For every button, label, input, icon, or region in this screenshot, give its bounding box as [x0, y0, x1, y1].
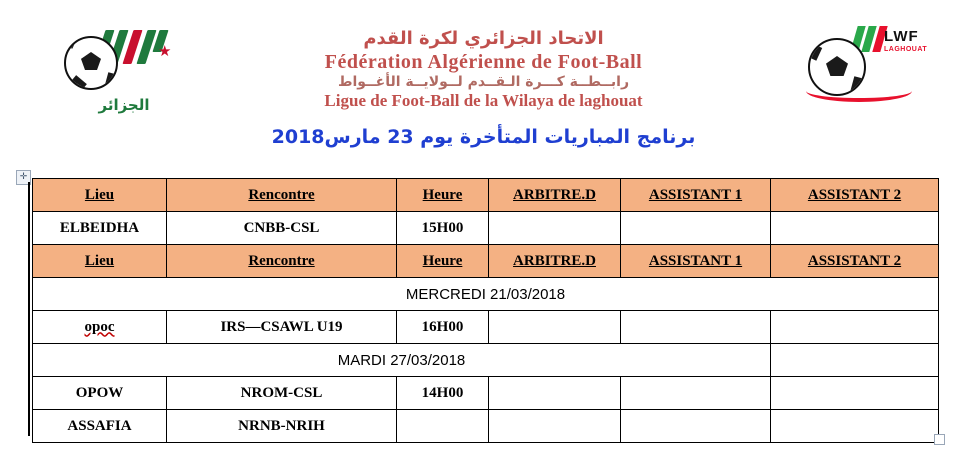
- col-header-heure-label: Heure: [422, 186, 463, 203]
- lwf-logo-text: LWF: [884, 28, 919, 45]
- federation-name-arabic: الاتحاد الجزائري لكرة القدم: [363, 28, 604, 49]
- table-row: [33, 311, 939, 344]
- col-header-assistant1-label: ASSISTANT 1: [648, 252, 743, 269]
- cell-heure[interactable]: [397, 410, 489, 443]
- schedule-table: [32, 178, 939, 443]
- cell-lieu: OPOW: [33, 377, 167, 410]
- col-header-heure: [397, 245, 489, 278]
- cell-rencontre: NRNB-NRIH: [167, 410, 397, 443]
- col-header-lieu-label: Lieu: [84, 186, 115, 203]
- col-header-assistant2: [771, 245, 939, 278]
- cell-lieu: opoc: [33, 311, 167, 344]
- col-header-arbitre-label: ARBITRE.D: [513, 186, 596, 203]
- col-header-arbitre-label: ARBITRE.D: [513, 252, 596, 269]
- col-header-assistant2: [771, 179, 939, 212]
- table-resize-handle[interactable]: [934, 434, 945, 445]
- cell-lieu: ASSAFIA: [33, 410, 167, 443]
- cell-heure: 15H00: [397, 212, 489, 245]
- day-row-spacer: [771, 344, 939, 377]
- col-header-assistant1: [621, 179, 771, 212]
- cell-assistant1[interactable]: [621, 212, 771, 245]
- day-separator-row: [33, 344, 939, 377]
- lwf-logo-subtext: LAGHOUAT: [884, 46, 928, 53]
- col-header-rencontre: [167, 179, 397, 212]
- table-left-border: [28, 182, 30, 436]
- table-row: [33, 377, 939, 410]
- cell-assistant1[interactable]: [621, 377, 771, 410]
- lwf-swoosh-icon: [806, 80, 912, 102]
- cell-assistant1[interactable]: [621, 311, 771, 344]
- cell-rencontre: NROM-CSL: [167, 377, 397, 410]
- cell-rencontre: IRS—CSAWL U19: [167, 311, 397, 344]
- col-header-lieu: [33, 179, 167, 212]
- page-title: برنامج المباريات المتأخرة يوم 23 مارس2018: [271, 126, 696, 148]
- col-header-arbitre: [489, 245, 621, 278]
- col-header-heure: [397, 179, 489, 212]
- col-header-lieu-label: Lieu: [84, 252, 115, 269]
- star-icon: ★: [158, 44, 172, 60]
- federation-name-french: Fédération Algérienne de Foot-Ball: [324, 50, 643, 73]
- league-name-french: Ligue de Foot-Ball de la Wilaya de laghouat: [324, 91, 643, 111]
- cell-assistant2[interactable]: [771, 377, 939, 410]
- day-label: MARDI 27/03/2018: [33, 344, 771, 377]
- cell-heure: 14H00: [397, 377, 489, 410]
- cell-rencontre: CNBB-CSL: [167, 212, 397, 245]
- col-header-assistant2-label: ASSISTANT 2: [807, 252, 902, 269]
- faf-logo-caption: الجزائر: [98, 96, 150, 114]
- schedule-table-wrapper: [32, 178, 938, 443]
- table-header-row: [33, 179, 939, 212]
- day-label: MERCREDI 21/03/2018: [33, 278, 939, 311]
- cell-arbitre[interactable]: [489, 377, 621, 410]
- table-move-handle[interactable]: ✛: [16, 170, 31, 185]
- col-header-heure-label: Heure: [422, 252, 463, 269]
- cell-arbitre[interactable]: [489, 212, 621, 245]
- league-name-arabic: رابــطــة كـــرة الـقــدم لــولايــة الأغــواط: [337, 74, 630, 91]
- cell-heure: 16H00: [397, 311, 489, 344]
- cell-lieu: ELBEIDHA: [33, 212, 167, 245]
- col-header-arbitre: [489, 179, 621, 212]
- table-row: [33, 410, 939, 443]
- col-header-assistant1: [621, 245, 771, 278]
- col-header-assistant2-label: ASSISTANT 2: [807, 186, 902, 203]
- cell-arbitre[interactable]: [489, 410, 621, 443]
- document-header: [0, 0, 967, 120]
- cell-assistant2[interactable]: [771, 311, 939, 344]
- cell-assistant1[interactable]: [621, 410, 771, 443]
- col-header-rencontre-label: Rencontre: [248, 252, 315, 269]
- col-header-assistant1-label: ASSISTANT 1: [648, 186, 743, 203]
- table-row: [33, 212, 939, 245]
- lwf-logo: [802, 22, 928, 114]
- col-header-rencontre-label: Rencontre: [248, 186, 315, 203]
- table-header-row: [33, 245, 939, 278]
- cell-arbitre[interactable]: [489, 311, 621, 344]
- cell-assistant2[interactable]: [771, 212, 939, 245]
- col-header-rencontre: [167, 245, 397, 278]
- day-separator-row: [33, 278, 939, 311]
- cell-assistant2[interactable]: [771, 410, 939, 443]
- col-header-lieu: [33, 245, 167, 278]
